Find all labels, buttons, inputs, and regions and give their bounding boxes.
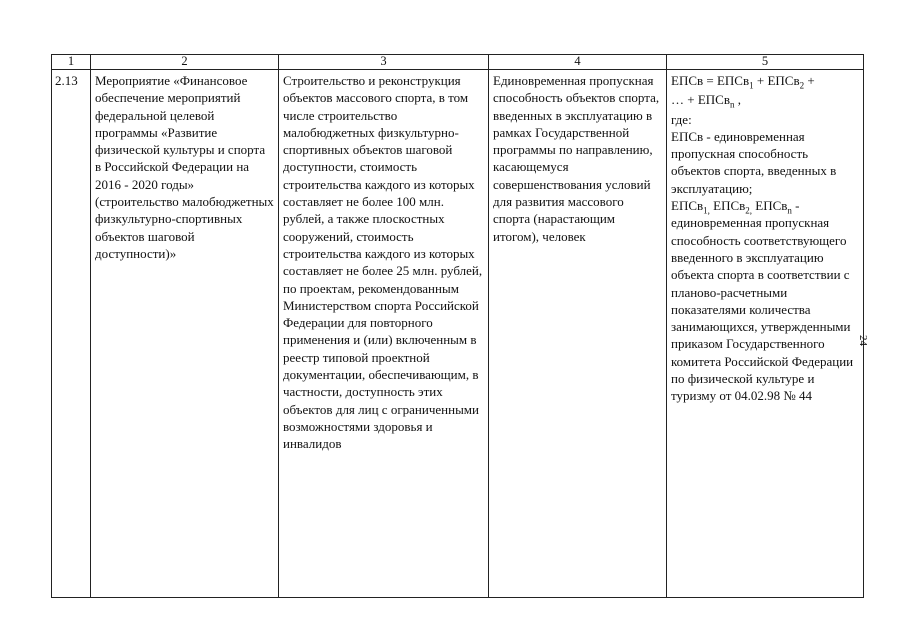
- formula-definition-1: ЕПСв - единовременная пропускная способность объектов спорта, введенных в эксплуатацию;: [671, 128, 837, 196]
- header-col-2: 2: [91, 55, 279, 70]
- description-cell: Строительство и реконструкция объектов массового спорта, в том числе строительство малобюджетных физкультурно-спортивных объектов шаговой доступности, стоимость строительства каждого из которых составляет не более 100 млн. рублей, а также плоскостных сооружений, стоимость строительства каждого из которых составляет не более 25 млн. рублей, по проектам, рекомендованным Министерством спорта Российской Федерации для повторного применения и (или) включенным в реестр типовой проектной документации, обеспечивающим, в частности, доступность этих объектов для лиц с ограниченными возможностями здоровья и инвалидов: [279, 70, 489, 598]
- def2-term-1: ЕПСв: [671, 198, 704, 214]
- formula-sub-n: n: [729, 99, 735, 110]
- formula-term-2: + ЕПСв: [753, 73, 800, 88]
- header-col-1: 1: [52, 55, 91, 70]
- formula-definition-2-text: единовременная пропускная способность соответствующего введенного в эксплуатацию объекта спорта в соответствии с планово-расчетными показателями количества занимающихся, утвержденными приказом Государственного комитета Российской Федерации по физической культуре и туризму от 04.02.98 № 44: [671, 215, 854, 404]
- def2-sub-2: 2,: [745, 205, 753, 216]
- formula-definition-2-symbols: [671, 197, 859, 214]
- header-col-4: 4: [489, 55, 667, 70]
- formula-where: где:: [671, 111, 692, 127]
- indicator-cell: Единовременная пропускная способность объектов спорта, введенных в эксплуатацию в рамках Государственной программы по направлению, касающемуся совершенствования условий для развития массового спорта (нарастающим итогом), человек: [489, 70, 667, 598]
- formula-sub-2: 2: [799, 80, 805, 91]
- formula-comma: ,: [734, 92, 741, 108]
- page-number: 24: [857, 335, 869, 346]
- def2-dash: -: [791, 198, 800, 214]
- formula-cell: [667, 70, 864, 598]
- formula-sub-1: 1: [749, 80, 754, 91]
- def2-sub-1: 1,: [703, 205, 710, 216]
- table-header-row: [52, 55, 864, 70]
- formula-line-1: [671, 72, 859, 89]
- row-number: 2.13: [52, 70, 91, 598]
- header-col-3: 3: [279, 55, 489, 70]
- indicator-table: [51, 54, 864, 598]
- header-col-5: 5: [667, 55, 864, 70]
- def2-term-2: ЕПСв: [709, 198, 746, 214]
- formula-plus: +: [804, 73, 815, 88]
- def2-sub-n: n: [787, 205, 792, 216]
- formula-line-2: [671, 91, 859, 108]
- formula-lhs: ЕПСв = ЕПСв: [671, 73, 750, 88]
- table-row: [52, 70, 864, 598]
- def2-term-n: ЕПСв: [752, 198, 788, 214]
- formula-term-n: … + ЕПСв: [671, 92, 730, 108]
- measure-cell: Мероприятие «Финансовое обеспечение мероприятий федеральной целевой программы «Развитие физической культуры и спорта в Российской Федерации на 2016 - 2020 годы» (строительство малобюджетных физкультурно-спортивных объектов шаговой доступности)»: [91, 70, 279, 598]
